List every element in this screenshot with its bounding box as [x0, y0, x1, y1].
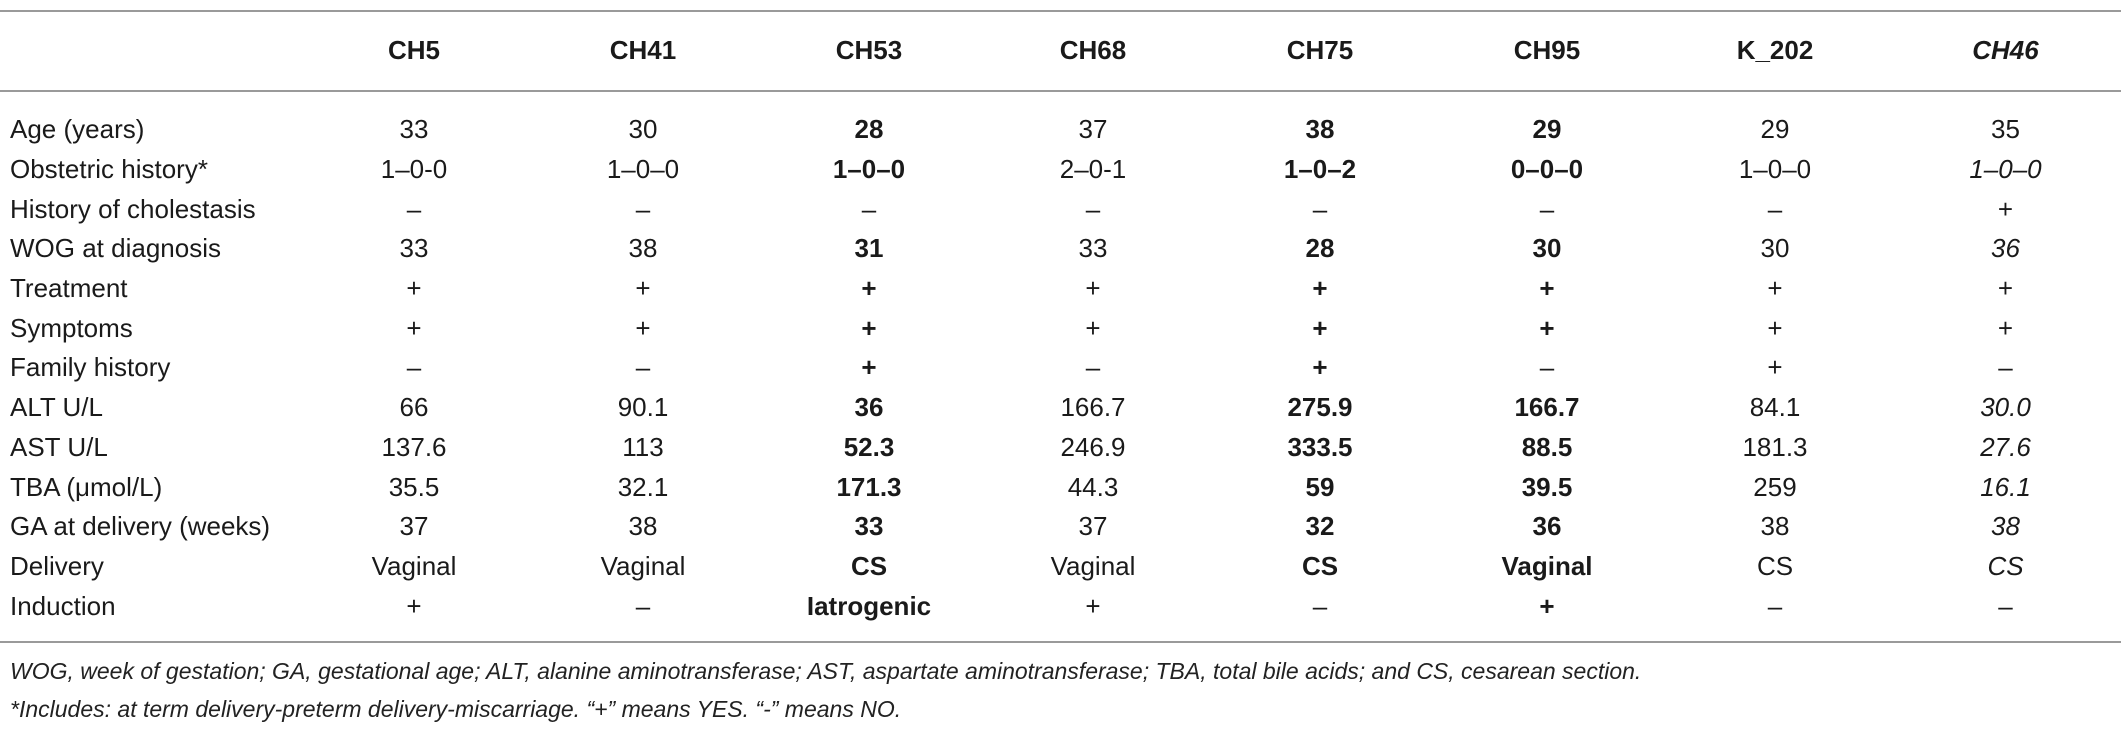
table-cell: Vaginal — [600, 550, 686, 581]
table-cell: 166.7 — [1060, 392, 1126, 423]
table-cell: 38 — [1760, 511, 1790, 542]
table-cell: – — [1767, 590, 1783, 621]
table-cell: + — [861, 312, 877, 343]
table-cell: 31 — [854, 233, 884, 264]
table-cell: + — [1539, 312, 1555, 343]
header-row — [0, 10, 2121, 90]
row-label: Age (years) — [10, 114, 145, 145]
table-cell: 88.5 — [1521, 431, 1573, 462]
table-cell: – — [1085, 193, 1101, 224]
table-cell: 30 — [1760, 233, 1790, 264]
table-cell: + — [1997, 312, 2014, 343]
table-cell: – — [1998, 352, 2013, 383]
table-cell: Vaginal — [1050, 550, 1136, 581]
table-cell: 38 — [1305, 114, 1335, 145]
table-cell: 44.3 — [1067, 471, 1119, 502]
header-ch41: CH41 — [609, 34, 677, 65]
table-cell: CS — [850, 550, 888, 581]
table-cell: + — [635, 312, 651, 343]
header-ch95: CH95 — [1513, 34, 1581, 65]
table-cell: CS — [1301, 550, 1339, 581]
table-cell: + — [1312, 352, 1328, 383]
table-cell: 1–0–0 — [606, 154, 680, 185]
table-cell: – — [406, 193, 422, 224]
table-cell: 29 — [1760, 114, 1790, 145]
table-cell: 37 — [399, 511, 429, 542]
table-cell: 16.1 — [1980, 471, 2031, 502]
table-cell: + — [1085, 273, 1101, 304]
table-cell: – — [1312, 590, 1328, 621]
table-row — [0, 90, 2121, 150]
table-cell: – — [1085, 352, 1101, 383]
row-label: Obstetric history* — [10, 154, 208, 185]
header-k202: K_202 — [1736, 34, 1814, 65]
table-cell: 33 — [854, 511, 884, 542]
footnote-obstetric: *Includes: at term delivery-preterm delivery-miscarriage. “+” means YES. “-” means NO. — [10, 696, 902, 722]
table-cell: + — [1767, 312, 1783, 343]
table-cell: 36 — [854, 392, 884, 423]
table-cell: Vaginal — [371, 550, 457, 581]
row-label: GA at delivery (weeks) — [10, 511, 271, 542]
row-label: Family history — [10, 352, 171, 383]
table-cell: – — [1539, 352, 1555, 383]
row-label: Symptoms — [10, 312, 133, 343]
table-row — [0, 308, 2121, 348]
header-ch68: CH68 — [1059, 34, 1127, 65]
table-cell: 36 — [1532, 511, 1562, 542]
table-cell: 28 — [854, 114, 884, 145]
footnote-abbreviations: WOG, week of gestation; GA, gestational age; ALT, alanine aminotransferase; AST, aspartate aminotransferase; TBA, total bile acids; and CS, cesarean section. — [10, 658, 1642, 684]
table-cell: 35.5 — [388, 471, 440, 502]
table-cell: 333.5 — [1287, 431, 1353, 462]
table-cell: 37 — [1078, 511, 1108, 542]
table-cell: 259 — [1753, 471, 1797, 502]
table-row — [0, 586, 2121, 626]
header-empty — [0, 10, 300, 90]
table-cell: 35 — [1991, 114, 2020, 145]
row-label: Treatment — [10, 273, 128, 304]
row-label: History of cholestasis — [10, 193, 256, 224]
row-label: TBA (μmol/L) — [10, 471, 163, 502]
table-cell: 30 — [628, 114, 658, 145]
table-row — [0, 229, 2121, 269]
table-cell: 1–0–0 — [832, 154, 906, 185]
table-cell: 1–0–0 — [1969, 154, 2042, 185]
table-cell: + — [1539, 273, 1555, 304]
table-cell: 275.9 — [1287, 392, 1353, 423]
table-cell: + — [635, 273, 651, 304]
table-cell: + — [1539, 590, 1555, 621]
table-cell: 37 — [1078, 114, 1108, 145]
table-cell: + — [1997, 193, 2014, 224]
table-cell: – — [635, 352, 651, 383]
table-cell: 84.1 — [1749, 392, 1801, 423]
header-ch53: CH53 — [835, 34, 903, 65]
table-cell: – — [1998, 590, 2013, 621]
table-cell: 0–0–0 — [1510, 154, 1584, 185]
table-row — [0, 150, 2121, 190]
table-cell: – — [406, 352, 422, 383]
table-cell: 137.6 — [381, 431, 447, 462]
table-cell: + — [1767, 352, 1783, 383]
bottom-rule — [0, 641, 2121, 643]
header-ch46: CH46 — [1972, 34, 2039, 65]
table-row — [0, 348, 2121, 388]
table-cell: CS — [1987, 550, 2024, 581]
table-cell: 38 — [1991, 511, 2020, 542]
table-row — [0, 269, 2121, 309]
table-cell: 32 — [1305, 511, 1335, 542]
table-row — [0, 467, 2121, 507]
table-cell: + — [861, 352, 877, 383]
table-cell: + — [1312, 273, 1328, 304]
table-cell: + — [1767, 273, 1783, 304]
header-ch5: CH5 — [387, 34, 440, 65]
table-row — [0, 189, 2121, 229]
table-cell: – — [861, 193, 877, 224]
table-cell: + — [1312, 312, 1328, 343]
table-cell: + — [406, 590, 422, 621]
table-cell: 1–0–0 — [1738, 154, 1812, 185]
table-cell: 66 — [399, 392, 429, 423]
table-cell: 33 — [1078, 233, 1108, 264]
row-label: ALT U/L — [10, 392, 103, 423]
table-row — [0, 388, 2121, 428]
table-cell: 33 — [399, 233, 429, 264]
table-cell: 171.3 — [836, 471, 902, 502]
table-cell: + — [1085, 312, 1101, 343]
clinical-table — [0, 10, 2121, 626]
table-cell: 30.0 — [1980, 392, 2031, 423]
table-cell: 1–0-0 — [380, 154, 448, 185]
table-cell: – — [1767, 193, 1783, 224]
table-cell: 28 — [1305, 233, 1335, 264]
table-cell: 27.6 — [1980, 431, 2031, 462]
table-cell: + — [1085, 590, 1101, 621]
row-label: AST U/L — [10, 431, 108, 462]
table-cell: 52.3 — [843, 431, 895, 462]
table-row — [0, 547, 2121, 587]
table-cell: 181.3 — [1742, 431, 1808, 462]
table-cell: 1–0–2 — [1283, 154, 1357, 185]
row-label: Induction — [10, 590, 116, 621]
table-cell: – — [1539, 193, 1555, 224]
table-cell: – — [1312, 193, 1328, 224]
table-cell: Iatrogenic — [806, 590, 932, 621]
table-cell: 36 — [1991, 233, 2020, 264]
table-cell: 246.9 — [1060, 431, 1126, 462]
table-cell: 59 — [1305, 471, 1335, 502]
table-cell: 30 — [1532, 233, 1562, 264]
header-ch75: CH75 — [1286, 34, 1354, 65]
table-cell: – — [635, 590, 651, 621]
table-cell: + — [1997, 273, 2014, 304]
table-cell: – — [635, 193, 651, 224]
table-cell: 39.5 — [1521, 471, 1573, 502]
table-cell: 2–0-1 — [1059, 154, 1127, 185]
table-cell: Vaginal — [1501, 550, 1593, 581]
table-cell: 113 — [622, 431, 664, 462]
table-cell: 38 — [628, 511, 658, 542]
table-row — [0, 428, 2121, 468]
table-cell: CS — [1756, 550, 1794, 581]
table-cell: + — [406, 273, 422, 304]
table-cell: 166.7 — [1514, 392, 1580, 423]
table-row — [0, 507, 2121, 547]
row-label: Delivery — [10, 550, 104, 581]
table-cell: 32.1 — [617, 471, 669, 502]
table-cell: 33 — [399, 114, 429, 145]
table-cell: 90.1 — [617, 392, 669, 423]
table-cell: 29 — [1532, 114, 1562, 145]
row-label: WOG at diagnosis — [10, 233, 221, 264]
table-cell: + — [861, 273, 877, 304]
table-cell: + — [406, 312, 422, 343]
table-cell: 38 — [628, 233, 658, 264]
